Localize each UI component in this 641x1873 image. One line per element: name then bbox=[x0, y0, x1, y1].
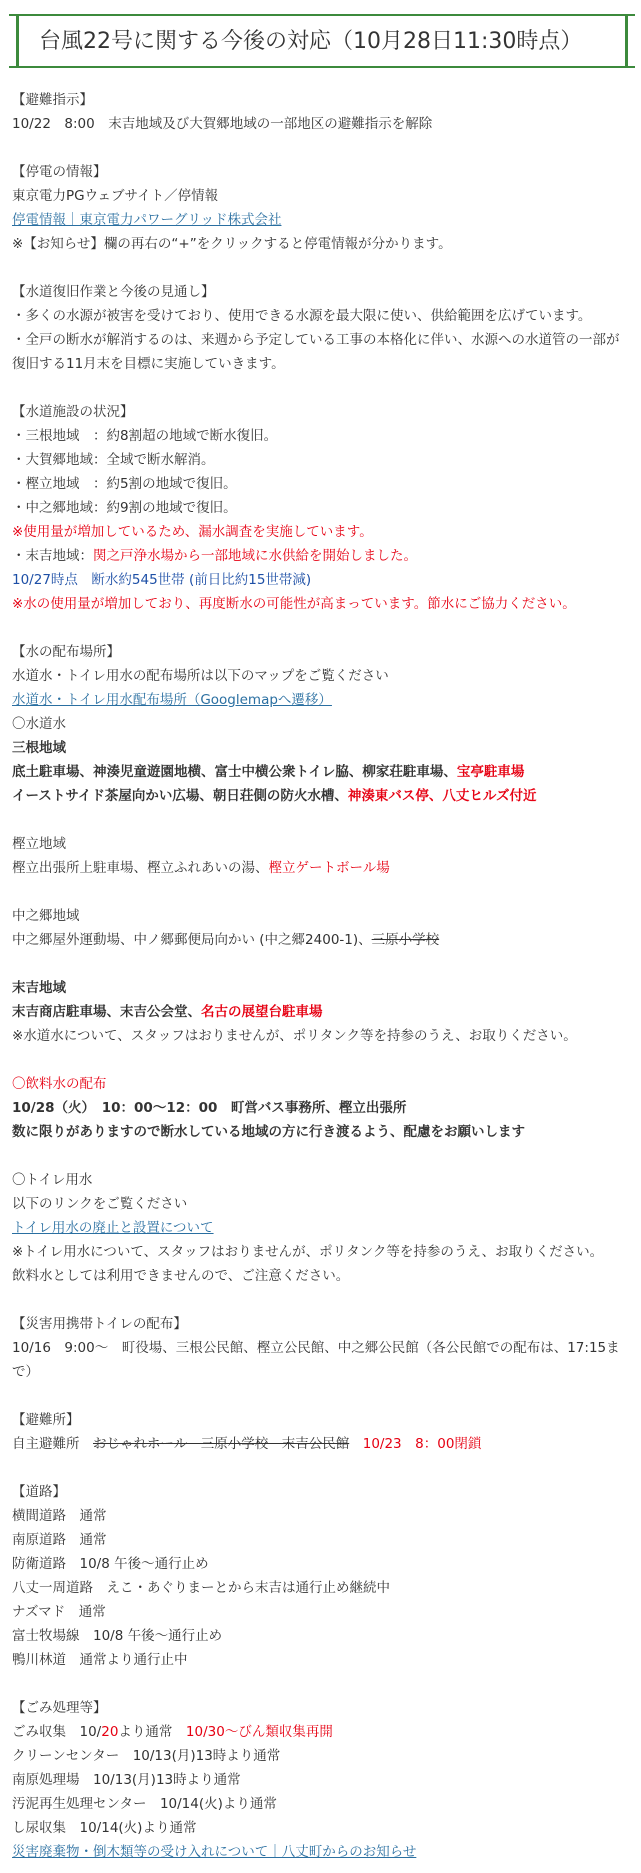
water-status-heading: 【水道施設の状況】 bbox=[12, 404, 134, 420]
shelter-line bbox=[12, 1432, 629, 1456]
water-status-warning: ※水の使用量が増加しており、再度断水の可能性が高まっています。節水にご協力ください。 bbox=[12, 596, 576, 612]
distribution-map-link[interactable]: 水道水・トイレ用水配布場所（Googlemapへ遷移） bbox=[12, 692, 332, 708]
sueyoshi-line bbox=[12, 1000, 629, 1024]
water-status-kashitate: ・樫立地域 ：約5割の地域で復旧。 bbox=[12, 476, 237, 492]
water-status-sueyoshi bbox=[12, 544, 629, 568]
tap-water-heading: 〇水道水 bbox=[12, 716, 66, 732]
distribution-heading: 【水の配布場所】 bbox=[12, 644, 120, 660]
mitsune-new-place: 宝亭駐車場 bbox=[456, 764, 525, 780]
power-note: ※【お知らせ】欄の再右の“+”をクリックすると停電情報が分かります。 bbox=[12, 236, 452, 252]
portable-toilet-line: 10/16 9:00～ 町役場、三根公民館、樫立公民館、中之郷公民館（各公民館での配布は、17:15まで） bbox=[12, 1340, 620, 1380]
water-restore-heading: 【水道復旧作業と今後の見通し】 bbox=[12, 284, 215, 300]
roads-heading: 【道路】 bbox=[12, 1484, 66, 1500]
garbage-collect-mid: より通常 bbox=[118, 1724, 186, 1740]
spacer bbox=[12, 1144, 629, 1168]
portable-toilet-heading: 【災害用携帯トイレの配布】 bbox=[12, 1316, 187, 1332]
shelter-prefix: 自主避難所 bbox=[12, 1436, 93, 1452]
power-heading: 【停電の情報】 bbox=[12, 164, 107, 180]
content bbox=[12, 88, 629, 1864]
kashitate-line bbox=[12, 856, 629, 880]
nakanogo-closed-place: 三原小学校 bbox=[371, 932, 440, 948]
page-title-box bbox=[16, 14, 628, 68]
sueyoshi-prefix: ・末吉地域： bbox=[12, 548, 93, 564]
nakanogo-line bbox=[12, 928, 629, 952]
spacer bbox=[12, 1456, 629, 1480]
garbage-collect-prefix: ごみ収集 10/ bbox=[12, 1724, 102, 1740]
toilet-water-link[interactable]: トイレ用水の廃止と設置について bbox=[12, 1220, 214, 1236]
road-item: 富士牧場線 10/8 午後～通行止め bbox=[12, 1628, 223, 1644]
water-status-mitsune: ・三根地域 ：約8割超の地域で断水復旧。 bbox=[12, 428, 278, 444]
kashitate-new-place: 樫立ゲートボール場 bbox=[268, 860, 390, 876]
mitsune-heading: 三根地域 bbox=[12, 740, 66, 756]
toilet-line: 以下のリンクをご覧ください bbox=[12, 1196, 188, 1212]
sueyoshi-heading: 末吉地域 bbox=[12, 980, 66, 996]
garbage-item: し尿収集 10/14(火)より通常 bbox=[12, 1820, 197, 1836]
spacer bbox=[12, 880, 629, 904]
spacer bbox=[12, 1048, 629, 1072]
spacer bbox=[12, 952, 629, 976]
water-status-count: 10/27時点 断水約545世帯 (前日比約15世帯減) bbox=[12, 572, 312, 588]
road-item: 防衛道路 10/8 午後～通行止め bbox=[12, 1556, 209, 1572]
disaster-waste-link[interactable]: 災害廃棄物・倒木類等の受け入れについて｜八丈町からのお知らせ bbox=[12, 1844, 417, 1860]
evac-heading: 【避難指示】 bbox=[12, 92, 93, 108]
water-status-okago: ・大賀郷地域：全域で断水解消。 bbox=[12, 452, 215, 468]
drinking-heading: 〇飲料水の配布 bbox=[12, 1076, 107, 1092]
mitsune-places: 底土駐車場、神湊児童遊園地横、富士中横公衆トイレ脇、柳家荘駐車場、 bbox=[12, 764, 457, 780]
nakanogo-heading: 中之郷地域 bbox=[12, 908, 80, 924]
water-status-nakanogo: ・中之郷地域：約9割の地域で復旧。 bbox=[12, 500, 237, 516]
road-item: ナズマド 通常 bbox=[12, 1604, 106, 1620]
water-restore-line1: ・多くの水源が被害を受けており、使用できる水源を最大限に使い、供給範囲を広げています。 bbox=[12, 308, 592, 324]
road-item: 八丈一周道路 えこ・あぐりまーとから末吉は通行止め継続中 bbox=[12, 1580, 390, 1596]
garbage-heading: 【ごみ処理等】 bbox=[12, 1700, 107, 1716]
mitsune-new-place-2: 神湊東バス停、八丈ヒルズ付近 bbox=[347, 788, 537, 804]
sueyoshi-new-place: 名古の展望台駐車場 bbox=[201, 1004, 323, 1020]
kashitate-places: 樫立出張所上駐車場、樫立ふれあいの湯、 bbox=[12, 860, 269, 876]
garbage-bottle-resume: 10/30～びん類収集再開 bbox=[185, 1724, 333, 1740]
spacer bbox=[12, 808, 629, 832]
spacer bbox=[12, 616, 629, 640]
spacer bbox=[12, 136, 629, 160]
road-item: 南原道路 通常 bbox=[12, 1532, 107, 1548]
page bbox=[0, 14, 641, 1864]
spacer bbox=[12, 1384, 629, 1408]
drinking-line1: 10/28（火） 10：00～12：00 町営バス事務所、樫立出張所 bbox=[12, 1100, 407, 1116]
spacer bbox=[12, 256, 629, 280]
toilet-note1: ※トイレ用水について、スタッフはおりませんが、ポリタンク等を持参のうえ、お取りください。 bbox=[12, 1244, 604, 1260]
garbage-item: クリーンセンター 10/13(月)13時より通常 bbox=[12, 1748, 281, 1764]
garbage-collect-date: 20 bbox=[101, 1724, 119, 1740]
shelter-closed-list: おじゃれホール 三原小学校 末吉公民館 bbox=[93, 1436, 350, 1452]
spacer bbox=[12, 376, 629, 400]
spacer bbox=[12, 1672, 629, 1696]
drinking-line2: 数に限りがありますので断水している地域の方に行き渡るよう、配慮をお願いします bbox=[12, 1124, 525, 1140]
power-line: 東京電力PGウェブサイト／停情報 bbox=[12, 188, 219, 204]
road-item: 鴨川林道 通常より通行止中 bbox=[12, 1652, 188, 1668]
distribution-line: 水道水・トイレ用水の配布場所は以下のマップをご覧ください bbox=[12, 668, 389, 684]
water-status-leak: ※使用量が増加しているため、漏水調査を実施しています。 bbox=[12, 524, 373, 540]
garbage-item: 南原処理場 10/13(月)13時より通常 bbox=[12, 1772, 241, 1788]
nakanogo-places: 中之郷屋外運動場、中ノ郷郵便局向かい (中之郷2400-1)、 bbox=[12, 932, 372, 948]
distribution-note: ※水道水について、スタッフはおりませんが、ポリタンク等を持参のうえ、お取りください。 bbox=[12, 1028, 577, 1044]
mitsune-line2 bbox=[12, 784, 629, 808]
road-item: 横間道路 通常 bbox=[12, 1508, 107, 1524]
spacer bbox=[12, 1288, 629, 1312]
kashitate-heading: 樫立地域 bbox=[12, 836, 66, 852]
page-title: 台風22号に関する今後の対応（10月28日11:30時点） bbox=[39, 29, 583, 54]
sueyoshi-status: 関之戸浄水場から一部地域に水供給を開始しました。 bbox=[93, 548, 417, 564]
evac-line: 10/22 8:00 末吉地域及び大賀郷地域の一部地区の避難指示を解除 bbox=[12, 116, 433, 132]
toilet-note2: 飲料水としては利用できませんので、ご注意ください。 bbox=[12, 1268, 350, 1284]
garbage-item: 汚泥再生処理センター 10/14(火)より通常 bbox=[12, 1796, 277, 1812]
mitsune-line1 bbox=[12, 760, 629, 784]
mitsune-places-2: イーストサイド茶屋向かい広場、朝日荘側の防火水槽、 bbox=[12, 788, 348, 804]
garbage-collect bbox=[12, 1720, 629, 1744]
toilet-heading: 〇トイレ用水 bbox=[12, 1172, 93, 1188]
power-outage-link[interactable]: 停電情報｜東京電力パワーグリッド株式会社 bbox=[12, 212, 282, 228]
water-restore-line2: ・全戸の断水が解消するのは、来週から予定している工事の本格化に伴い、水源への水道管の一部が復旧する11月末を目標に実施していきます。 bbox=[12, 332, 620, 372]
shelter-closed-date: 10/23 8：00閉鎖 bbox=[349, 1436, 482, 1452]
sueyoshi-places: 末吉商店駐車場、末吉公会堂、 bbox=[12, 1004, 201, 1020]
shelter-heading: 【避難所】 bbox=[12, 1412, 80, 1428]
